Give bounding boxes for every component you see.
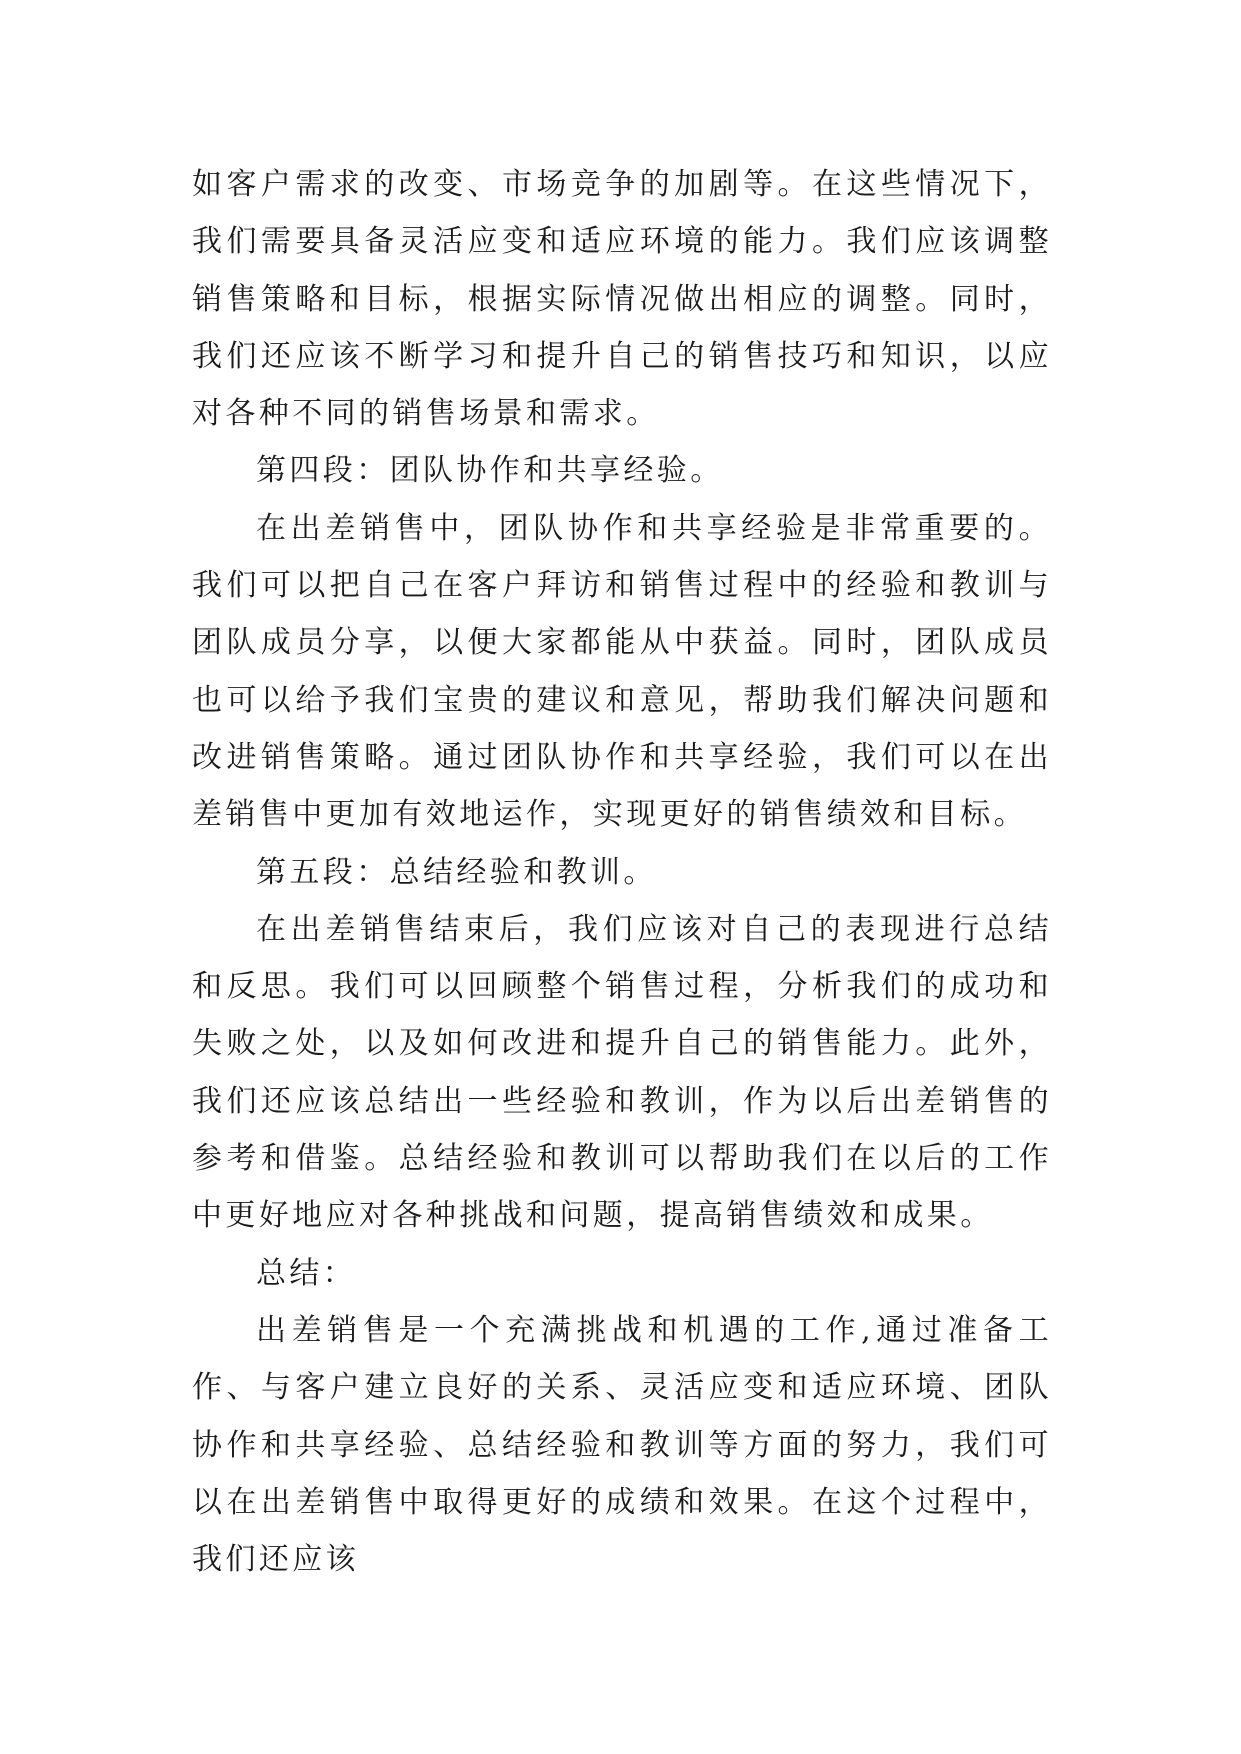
paragraph-summary: 出差销售是一个充满挑战和机遇的工作,通过准备工作、与客户建立良好的关系、灵活应变和适应环境、团队协作和共享经验、总结经验和教训等方面的努力，我们可以在出差销售中取得更好的成绩和效果。在这个过程中，我们还应该 <box>192 1312 1052 1578</box>
summary-heading: 总结： <box>256 1255 357 1291</box>
paragraph-review: 在出差销售结束后，我们应该对自己的表现进行总结和反思。我们可以回顾整个销售过程，分析我们的成功和失败之处，以及如何改进和提升自己的销售能力。此外，我们还应该总结出一些经验和教训，作为以后出差销售的参考和借鉴。总结经验和教训可以帮助我们在以后的工作中更好地应对各种挑战和问题，提高销售绩效和成果。 <box>192 911 1052 1234</box>
section-heading-5: 第五段：总结经验和教训。 <box>256 854 657 890</box>
document-page <box>192 156 1052 1588</box>
section-heading-4: 第四段：团队协作和共享经验。 <box>256 453 724 489</box>
paragraph-teamwork: 在出差销售中，团队协作和共享经验是非常重要的。我们可以把自己在客户拜访和销售过程中的经验和教训与团队成员分享，以便大家都能从中获益。同时，团队成员也可以给予我们宝贵的建议和意见，帮助我们解决问题和改进销售策略。通过团队协作和共享经验，我们可以在出差销售中更加有效地运作，实现更好的销售绩效和目标。 <box>192 510 1052 833</box>
paragraph-continuation: 如客户需求的改变、市场竞争的加剧等。在这些情况下，我们需要具备灵活应变和适应环境的能力。我们应该调整销售策略和目标，根据实际情况做出相应的调整。同时，我们还应该不断学习和提升自己的销售技巧和知识，以应对各种不同的销售场景和需求。 <box>192 167 1052 432</box>
